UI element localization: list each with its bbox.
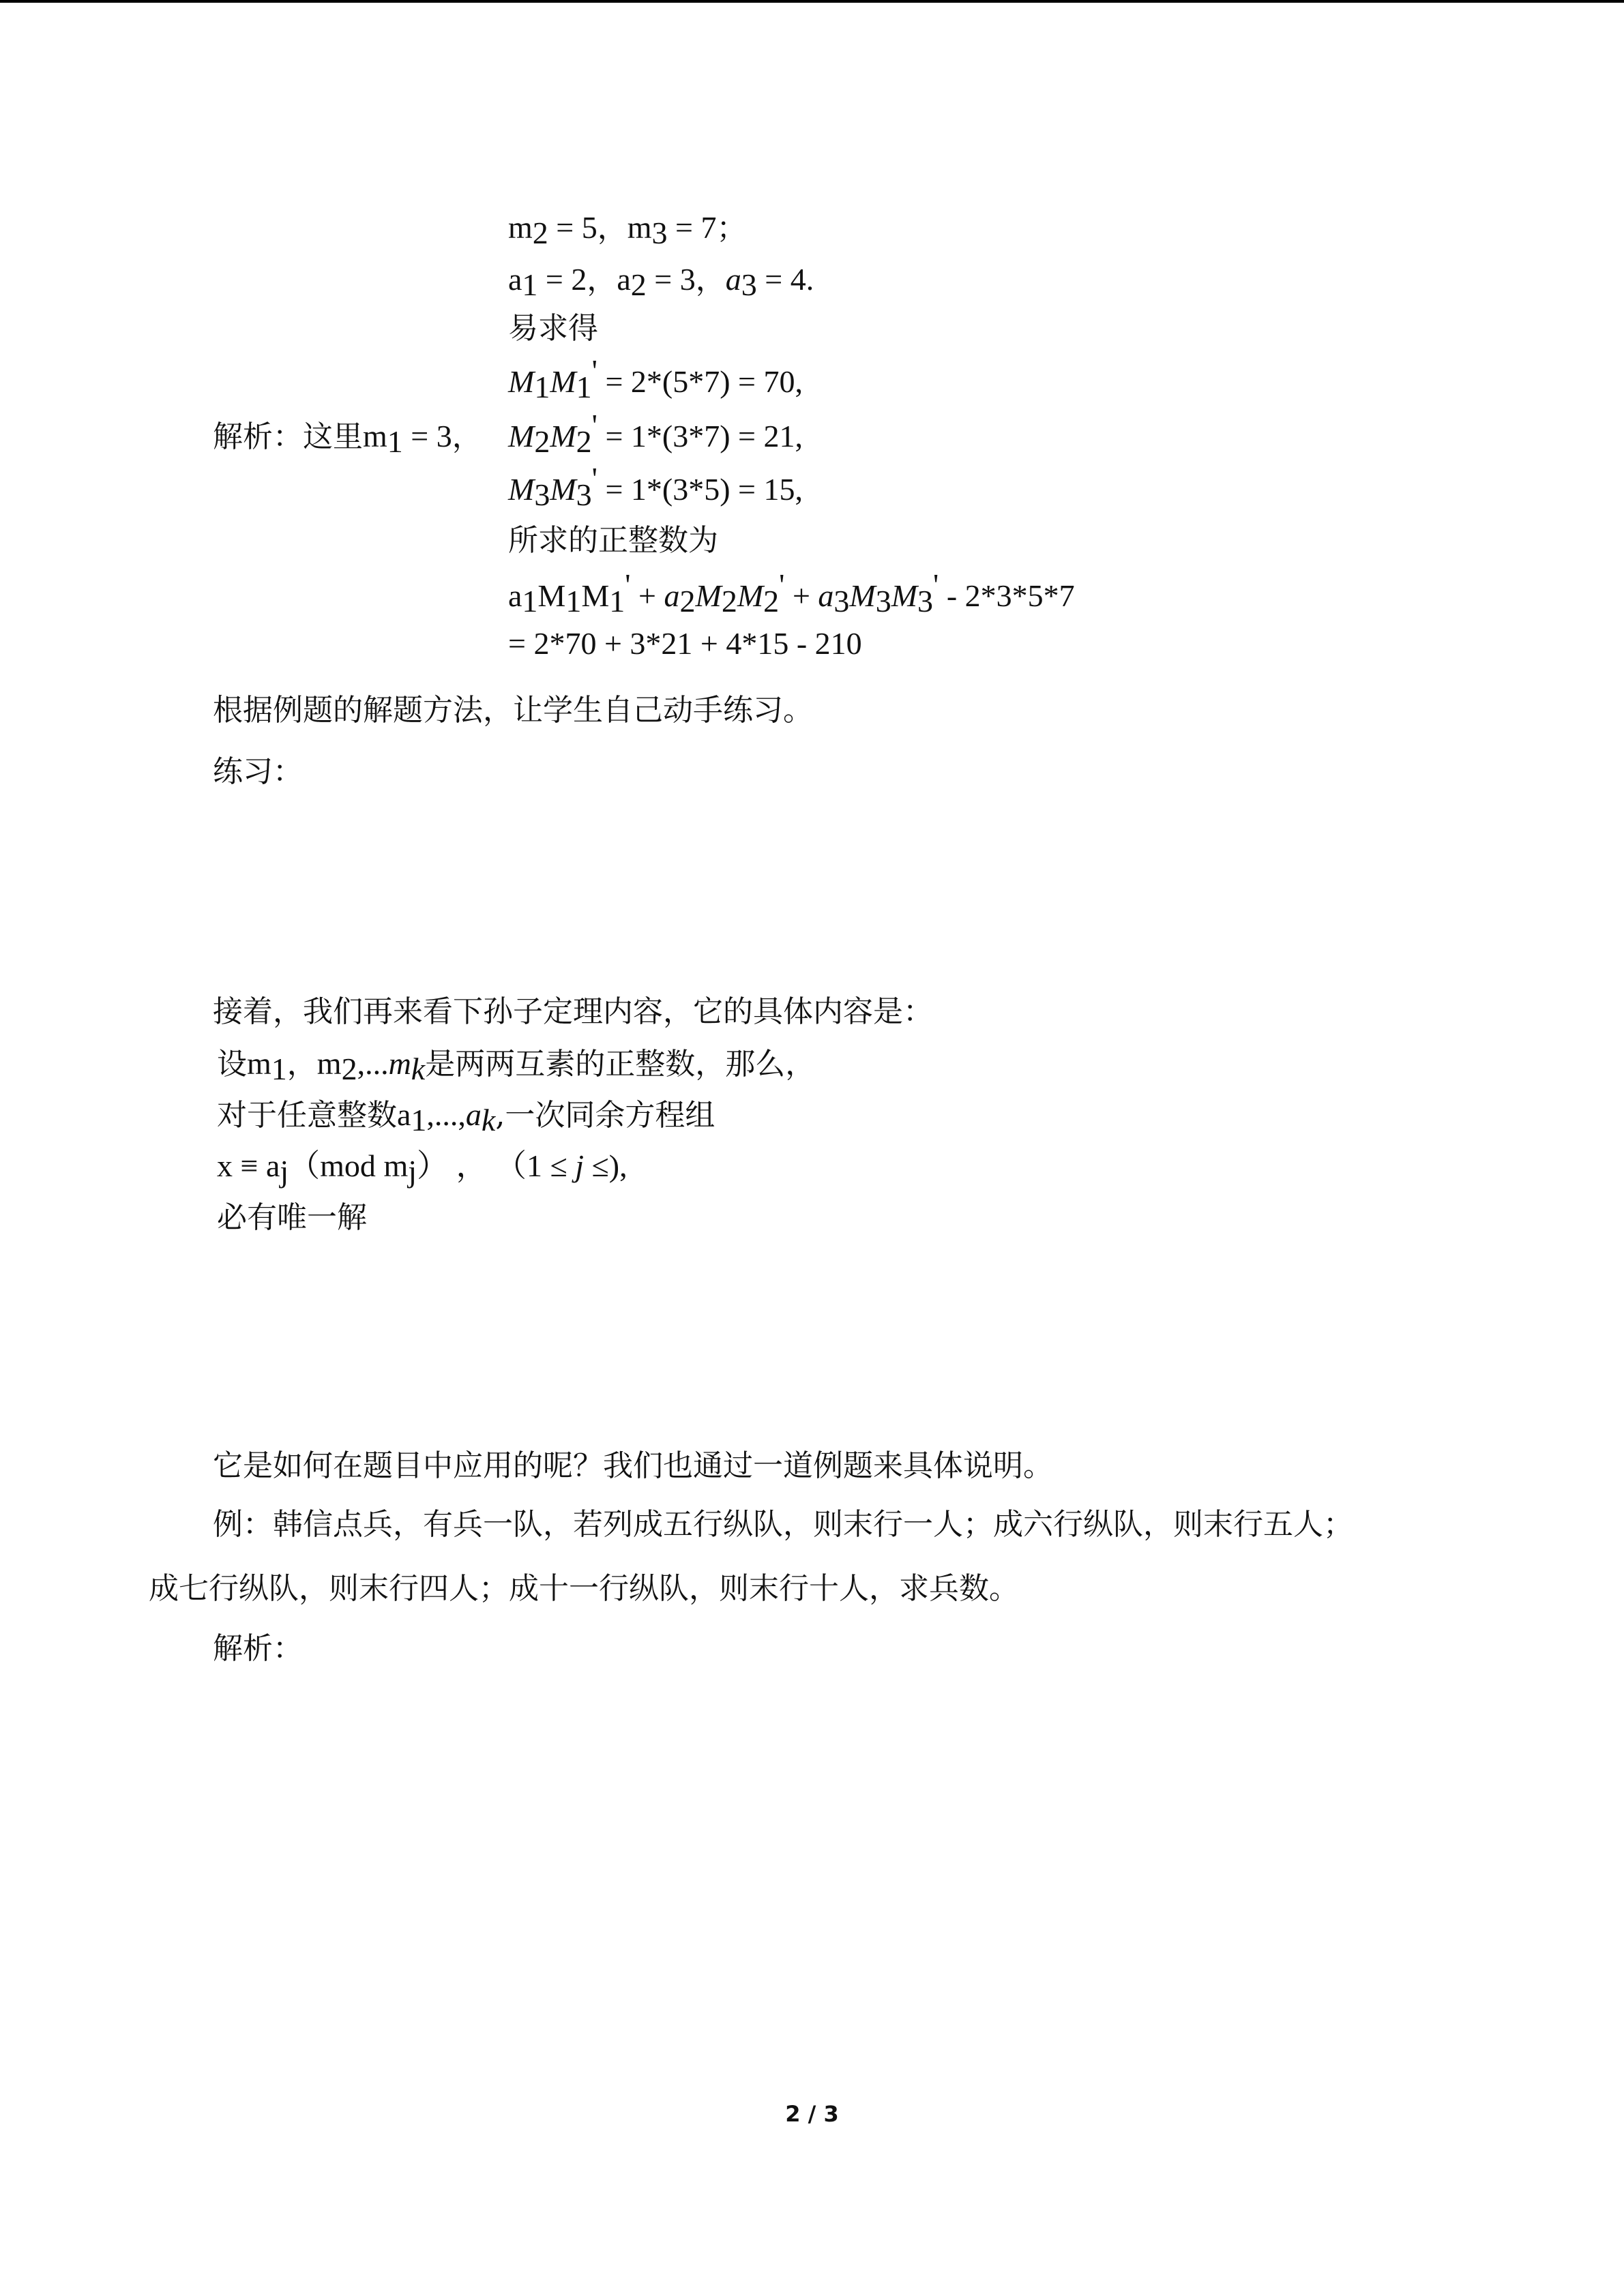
easy-to-find-text: 易求得 [508,311,598,346]
theorem-line-1: 设$m_1$，$m_2,...m_k$是两两互素的正整数，那么， [217,1046,816,1086]
example-line-1: 例：韩信点兵，有兵一队，若列成五行纵队，则末行一人；成六行纵队，则末行五人； [213,1507,1353,1542]
top-border [0,0,1624,3]
congruence-system: $x \equiv a_j(mod$ $m_j$） ， （1 ≤ j ≤), [217,1148,628,1189]
method-paragraph: 根据例题的解题方法，让学生自己动手练习。 [213,693,813,728]
analysis-lead: 解析：这里$m_1 = 3$， [213,419,482,459]
page-number: 2 / 3 [785,2101,839,2127]
product-line-2: $M_2M_2' = 1*(3*7) = 21$, [508,408,803,459]
modulus-line: $m_2 = 5$，$m_3 = 7$； [508,210,747,250]
practice-heading: 练习： [213,754,303,789]
product-line-3: $M_3M_3' = 1*(3*5) = 15$, [508,461,803,512]
product-line-1: $M_1M_1' = 2*(5*7) = 70$, [508,353,803,404]
application-question: 它是如何在题目中应用的呢？我们也通过一道例题来具体说明。 [213,1448,1053,1483]
remainder-line: $a_1 = 2$，$a_2 = 3$，$a_3 = 4$. [508,262,814,302]
theorem-intro: 接着，我们再来看下孙子定理内容，它的具体内容是： [213,994,933,1029]
calc-result: = 2*70 + 3*21 + 4*15 - 210 [508,626,862,661]
example-line-2: 成七行纵队，则末行四人；成十一行纵队，则末行十人，求兵数。 [149,1571,1019,1606]
sought-number-text: 所求的正整数为 [508,523,718,558]
theorem-line-2: 对于任意整数$a_1,...,a_k$,一次同余方程组 [217,1097,715,1137]
unique-solution-text: 必有唯一解 [217,1200,367,1235]
sum-expression: $a_1M_1M_1' + a_2M_2M_2' + a_3M_3M_3' - 2*3*5*7$ [508,567,1075,618]
answer-heading: 解析： [213,1631,303,1666]
